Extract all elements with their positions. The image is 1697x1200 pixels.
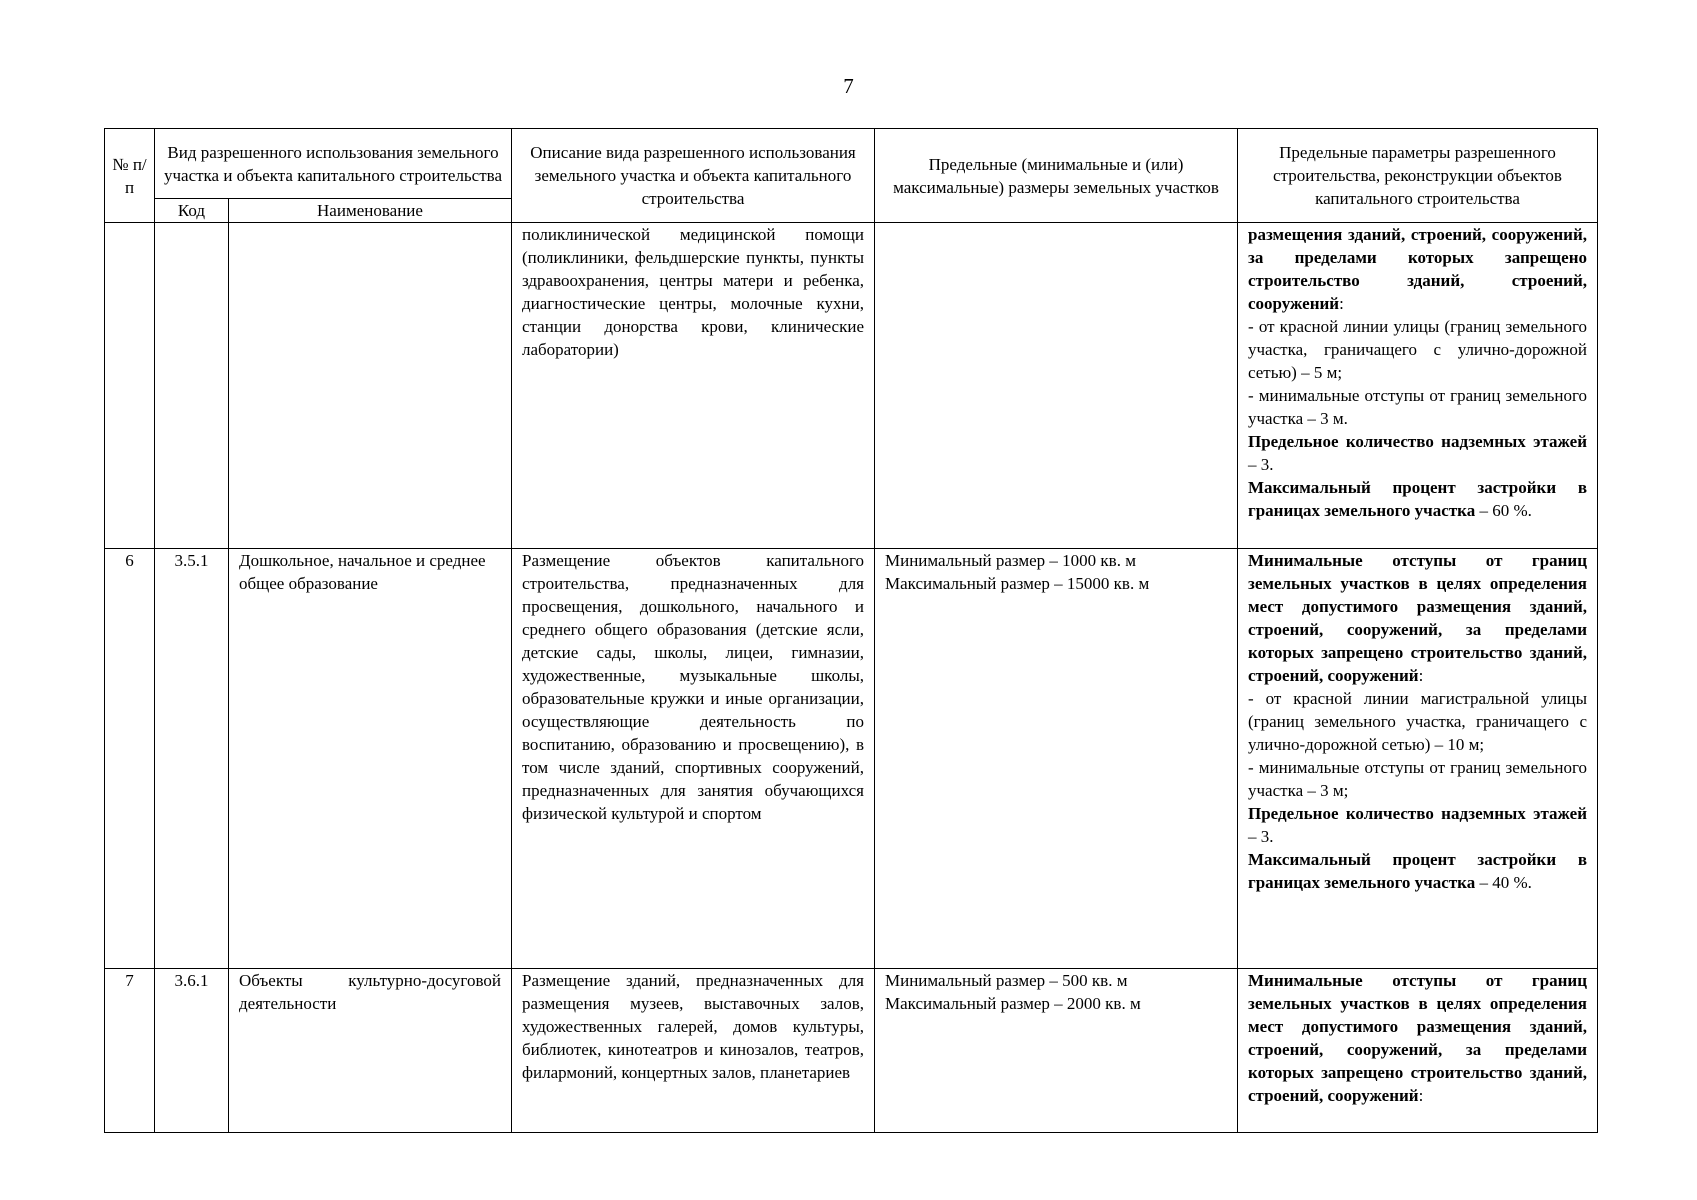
row-construction-params [1238,969,1598,1133]
row-name: Объекты культурно-досуговой деятельности [229,969,512,1133]
setback-colon: : [1418,666,1424,685]
row-name [229,223,512,549]
setback-colon: : [1339,294,1344,313]
setback-item-red-line: - от красной линии магистральной улицы (границ земельного участка, граничащего с улично-дорожной сетью) – 10 м; [1248,689,1587,754]
row-plot-sizes [875,969,1238,1133]
coverage-paragraph [1248,848,1587,894]
row-code [155,223,229,549]
land-use-table [104,128,1598,1133]
size-min: Минимальный размер – 500 кв. м [885,971,1128,990]
row-description: Размещение зданий, предназначенных для размещения музеев, выставочных залов, художественных галерей, домов культуры, библиотек, кинотеатров и кинозалов, театров, филармоний, концертных залов, планетариев [512,969,875,1133]
header-name: Наименование [229,199,512,223]
setback-heading: Минимальные отступы от границ земельных участков в целях определения мест допустимого размещения зданий, строений, сооружений, за пределами которых запрещено строительство зданий, строений, сооружений [1248,551,1587,685]
page-number: 7 [843,74,854,98]
header-construction-params: Предельные параметры разрешенного строительства, реконструкции объектов капитального строительства [1238,129,1598,223]
row-construction-params [1238,223,1598,549]
floors-heading: Предельное количество надземных этажей [1248,432,1587,451]
coverage-value: – 40 %. [1475,873,1532,892]
size-min: Минимальный размер – 1000 кв. м [885,551,1136,570]
row-code: 3.6.1 [155,969,229,1133]
row-name: Дошкольное, начальное и среднее общее образование [229,549,512,969]
row-plot-sizes [875,549,1238,969]
setback-item-boundary: - минимальные отступы от границ земельного участка – 3 м; [1248,758,1587,800]
size-max: Максимальный размер – 15000 кв. м [885,574,1150,593]
coverage-paragraph [1248,476,1587,522]
table-row [105,549,1598,969]
coverage-heading: Максимальный процент застройки в границах земельного участка [1248,850,1587,892]
row-description: поликлинической медицинской помощи (поликлиники, фельдшерские пункты, пункты здравоохранения, центры матери и ребенка, диагностические центры, молочные кухни, станции донорства крови, клинические лаборатории) [512,223,875,549]
coverage-heading: Максимальный процент застройки в границах земельного участка [1248,478,1587,520]
table-row [105,223,1598,549]
row-num: 6 [105,549,155,969]
row-num [105,223,155,549]
table-row [105,969,1598,1133]
row-code: 3.5.1 [155,549,229,969]
header-use-type: Вид разрешенного использования земельного участка и объекта капитального строительства [155,129,512,199]
header-num: № п/п [105,129,155,223]
setback-item-boundary: - минимальные отступы от границ земельного участка – 3 м. [1248,386,1587,428]
floors-value: – 3. [1248,455,1274,474]
row-plot-sizes [875,223,1238,549]
setback-paragraph [1248,969,1587,1107]
setback-paragraph [1248,549,1587,687]
setback-heading: размещения зданий, строений, сооружений, за пределами которых запрещено строительство зданий, строений, сооружений [1248,225,1587,313]
header-code: Код [155,199,229,223]
setback-paragraph [1248,223,1587,315]
size-max: Максимальный размер – 2000 кв. м [885,994,1141,1013]
row-construction-params [1238,549,1598,969]
setback-item-red-line: - от красной линии улицы (границ земельного участка, граничащего с улично-дорожной сетью) – 5 м; [1248,317,1587,382]
floors-paragraph [1248,430,1587,476]
coverage-value: – 60 %. [1475,501,1532,520]
floors-paragraph [1248,802,1587,848]
setback-colon: : [1418,1086,1424,1105]
setback-heading: Минимальные отступы от границ земельных участков в целях определения мест допустимого размещения зданий, строений, сооружений, за пределами которых запрещено строительство зданий, строений, сооружений [1248,971,1587,1105]
header-description: Описание вида разрешенного использования земельного участка и объекта капитального строительства [512,129,875,223]
row-num: 7 [105,969,155,1133]
floors-value: – 3. [1248,827,1274,846]
floors-heading: Предельное количество надземных этажей [1248,804,1587,823]
table-header [105,129,1598,223]
row-description: Размещение объектов капитального строительства, предназначенных для просвещения, дошкольного, начального и среднего общего образования (детские ясли, детские сады, школы, лицеи, гимназии, художественные, музыкальные школы, образовательные кружки и иные организации, осуществляющие деятельность по воспитанию, образованию и просвещению), в том числе зданий, спортивных сооружений, предназначенных для занятия обучающихся физической культурой и спортом [512,549,875,969]
header-plot-sizes: Предельные (минимальные и (или) максимальные) размеры земельных участков [875,129,1238,223]
